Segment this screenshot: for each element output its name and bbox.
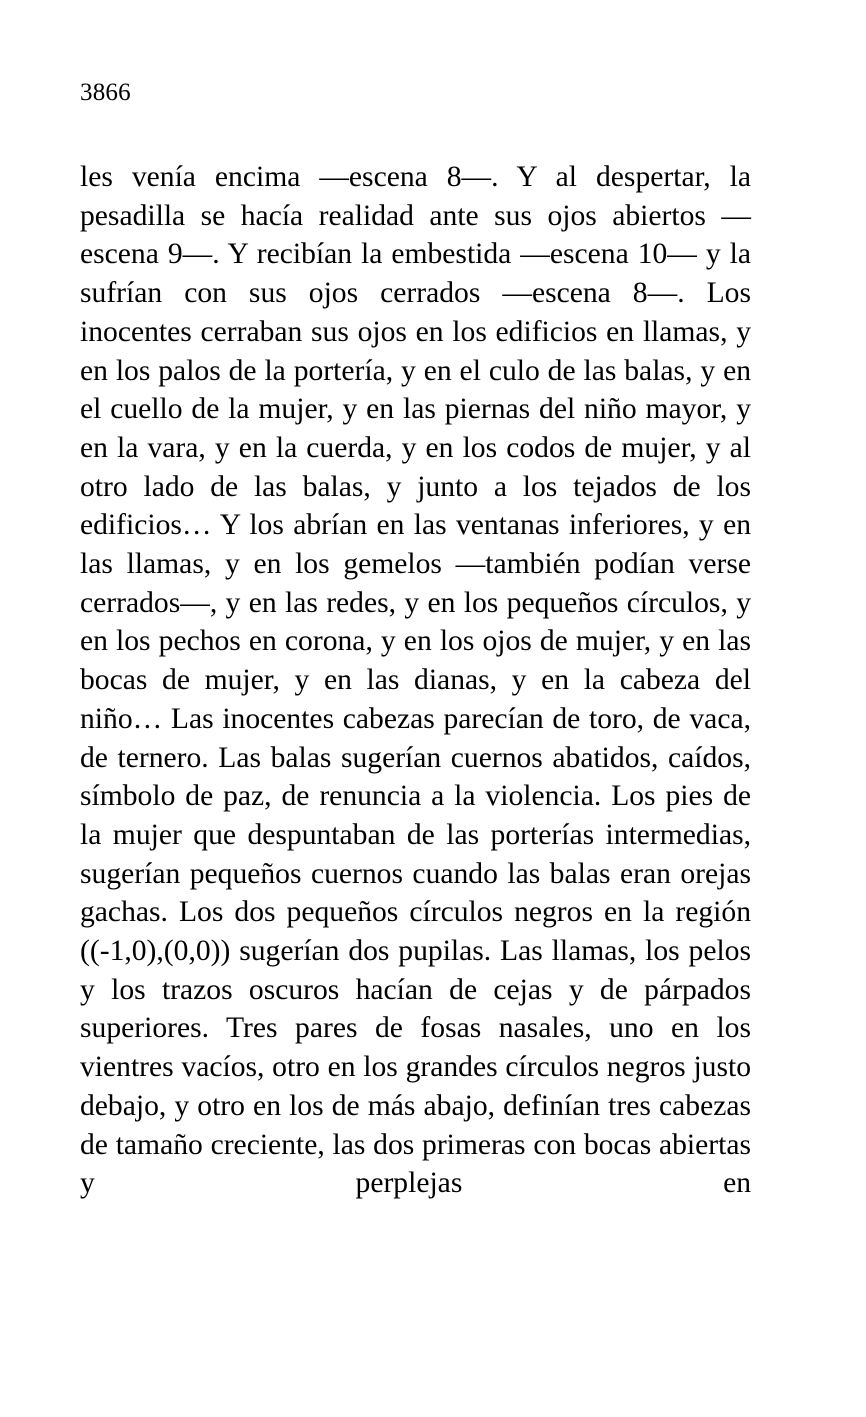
page-number: 3866 — [80, 79, 131, 106]
body-text-column — [80, 158, 751, 1242]
body-paragraph: les venía encima —escena 8—. Y al despertar, la pesadilla se hacía realidad ante sus ojos abiertos —escena 9—. Y recibían la embestida —escena 10— y la sufrían con sus ojos cerrados —escena 8—. Los inocentes cerraban sus ojos en los edificios en llamas, y en los palos de la portería, y en el culo de las balas, y en el cuello de la mujer, y en las piernas del niño mayor, y en la vara, y en la cuerda, y en los codos de mujer, y al otro lado de las balas, y junto a los tejados de los edificios… Y los abrían en las ventanas inferiores, y en las llamas, y en los gemelos —también podían verse cerrados—, y en las redes, y en los pequeños círculos, y en los pechos en corona, y en los ojos de mujer, y en las bocas de mujer, y en las dianas, y en la cabeza del niño… Las inocentes cabezas parecían de toro, de vaca, de ternero. Las balas sugerían cuernos abatidos, caídos, símbolo de paz, de renuncia a la violencia. Los pies de la mujer que despuntaban de las porterías intermedias, sugerían pequeños cuernos cuando las balas eran orejas gachas. Los dos pequeños círculos negros en la región ((-1,0),(0,0)) sugerían dos pupilas. Las llamas, los pelos y los trazos oscuros hacían de cejas y de párpados superiores. Tres pares de fosas nasales, uno en los vientres vacíos, otro en los grandes círculos negros justo debajo, y otro en los de más abajo, definían tres cabezas de tamaño creciente, las dos primeras con bocas abiertas y perplejas en — [80, 161, 751, 1200]
